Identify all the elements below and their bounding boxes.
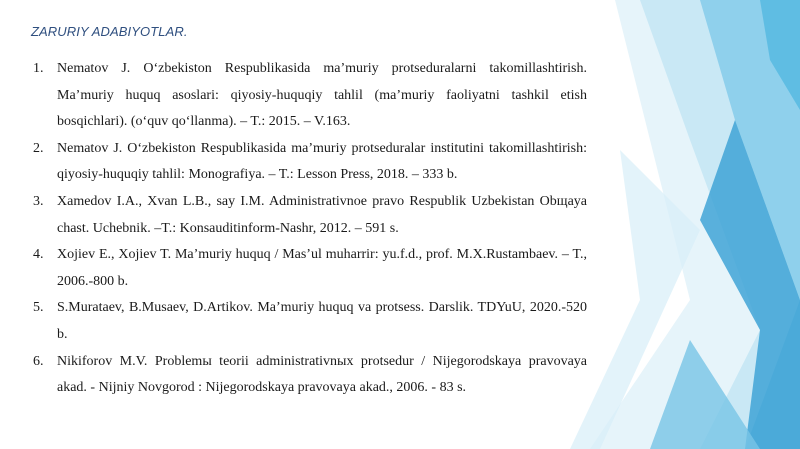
reference-item <box>33 242 587 295</box>
reference-item <box>33 136 587 189</box>
reference-item <box>33 189 587 242</box>
reference-text: Nematov J. O‘zbekiston Respublikasida ma’muriy protseduralarni takomillashtirish. Ma’muriy huquq asoslari: qiyosiy-huquqiy tahlil (ma’muriy faoliyatni tashkil etish bosqichlari). (o‘quv qo‘llanma). – T.: 2015. – V.163. <box>57 61 587 130</box>
reference-number: 1. <box>33 61 44 76</box>
reference-number: 5. <box>33 300 44 316</box>
references-list <box>33 56 587 402</box>
reference-item <box>33 56 587 136</box>
reference-item <box>33 295 587 348</box>
reference-number: 4. <box>33 247 44 263</box>
reference-text: Xojiev E., Xojiev T. Ma’muriy huquq / Mas’ul muharrir: yu.f.d., prof. M.X.Rustambaev. – T., 2006.-800 b. <box>57 247 587 289</box>
reference-item <box>33 349 587 402</box>
reference-text: Nikiforov M.V. Problemы teorii administrativnыx protsedur / Nijegorodskaya pravovaya akad. - Nijniy Novgorod : Nijegorodskaya pravovaya akad., 2006. - 83 s. <box>57 353 587 396</box>
reference-number: 3. <box>33 193 44 209</box>
reference-text: S.Murataev, B.Musaev, D.Artikov. Ma’muriy huquq va protsess. Darslik. TDYuU, 2020.-520 b. <box>57 300 587 342</box>
reference-text: Nematov J. O‘zbekiston Respublikasida ma’muriy protseduralar institutini takomillashtirish: qiyosiy-huquqiy tahlil: Monografiya. – T.: Lesson Press, 2018. – 333 b. <box>57 140 587 183</box>
reference-number: 2. <box>33 140 44 156</box>
reference-number: 6. <box>33 353 44 369</box>
slide-title: ZARURIY ADABIYOTLAR. <box>31 24 188 39</box>
reference-text: Xamedov I.A., Xvan L.B., say I.M. Administrativnoe pravo Respublik Uzbekistan Obщaya chast. Uchebnik. –T.: Konsauditinform-Nashr, 2012. – 591 s. <box>57 193 587 236</box>
